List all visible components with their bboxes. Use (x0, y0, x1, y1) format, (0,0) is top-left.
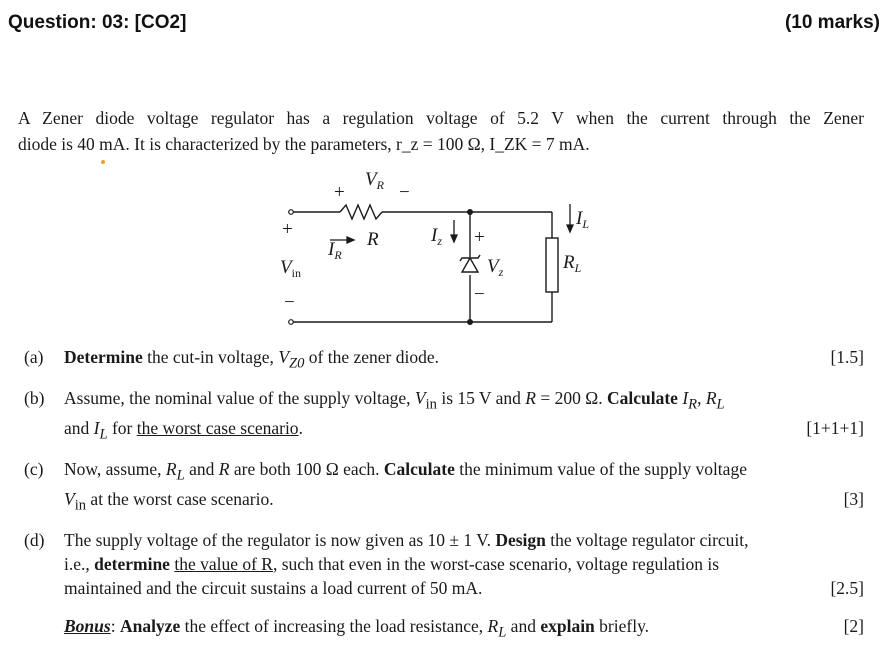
part-a-points: [1.5] (830, 347, 864, 367)
part-c-line-1: Now, assume, $R_L$ and R are both 100 Ω each. Calculate the minimum value of the supply voltage (64, 458, 747, 483)
part-b-points: [1+1+1] (806, 418, 864, 438)
terminal-top (289, 210, 294, 215)
part-c-label: (c) (24, 458, 44, 479)
part-b (24, 386, 864, 447)
stray-dot (101, 160, 105, 164)
label-vin-plus: + (282, 219, 293, 240)
part-c-line-2: $V_{in}$ at the worst case scenario. [3] (64, 487, 864, 518)
il-arrow-head (567, 225, 573, 232)
part-d-line-2: i.e., determine the value of R, such that even in the worst-case scenario, voltage regulation is (64, 553, 720, 574)
intro-line-1: A Zener diode voltage regulator has a regulation voltage of 5.2 V when the current through the Zener (18, 108, 864, 128)
part-b-line-1: Assume, the nominal value of the supply voltage, $V_{in}$ is 15 V and R = 200 Ω. Calculate $I_R$, $R_L$ (64, 387, 725, 412)
part-d-line-1: The supply voltage of the regulator is now given as 10 ± 1 V. Design the voltage regulator circuit, (64, 529, 749, 550)
bonus-points: [2] (843, 615, 864, 636)
zener-regulator-circuit (270, 160, 610, 335)
part-b-label: (b) (24, 387, 45, 408)
label-vin-minus: − (284, 292, 295, 313)
part-d-points: [2.5] (830, 577, 864, 598)
terminal-bottom (289, 320, 294, 325)
zener-diode-icon (460, 255, 480, 272)
label-iz: $I_z$ (431, 225, 442, 248)
label-r: R (367, 229, 379, 250)
question-parts (24, 345, 864, 654)
label-vin: $V_{in}$ (280, 257, 301, 280)
label-il: $I_L$ (576, 208, 590, 231)
intro-line-2: diode is 40 mA. It is characterized by the parameters, r_z = 100 Ω, I_ZK = 7 mA. (18, 134, 590, 154)
label-vz-plus: + (474, 227, 485, 248)
part-b-line-2: and $I_L$ for the worst case scenario. [1+1+1] (64, 416, 864, 447)
part-bonus (24, 614, 864, 645)
circuit-diagram (270, 160, 610, 335)
label-vz: $V_z$ (487, 256, 504, 279)
junction-bottom (467, 319, 473, 325)
part-a (24, 345, 864, 376)
part-a-text: Determine the cut-in voltage, $V_{Z0}$ of the zener diode. (64, 347, 440, 372)
junction-top (467, 209, 473, 215)
label-vr-minus: − (399, 182, 410, 203)
resistor-r (340, 205, 382, 219)
part-c (24, 457, 864, 518)
question-title: Question: 03: [CO2] (8, 12, 187, 33)
label-ir: $I_R$ (328, 239, 342, 262)
question-marks: (10 marks) (784, 12, 880, 33)
part-c-points: [3] (843, 489, 864, 509)
part-a-label: (a) (24, 347, 44, 367)
ir-arrow-head (347, 237, 354, 243)
resistor-rl (546, 238, 558, 292)
label-vr-plus: + (334, 182, 345, 203)
part-d-line-3: maintained and the circuit sustains a load current of 50 mA. [2.5] (64, 577, 864, 598)
label-vz-minus: − (474, 284, 485, 305)
part-d-label: (d) (24, 529, 45, 550)
iz-arrow-head (451, 235, 457, 242)
problem-statement (18, 105, 864, 157)
part-d (24, 528, 864, 600)
label-vr: $V_R$ (365, 169, 384, 192)
label-rl: $R_L$ (563, 252, 582, 275)
bonus-text: Bonus: Analyze the effect of increasing the load resistance, $R_L$ and explain briefly. (64, 615, 650, 640)
question-header (0, 0, 892, 50)
